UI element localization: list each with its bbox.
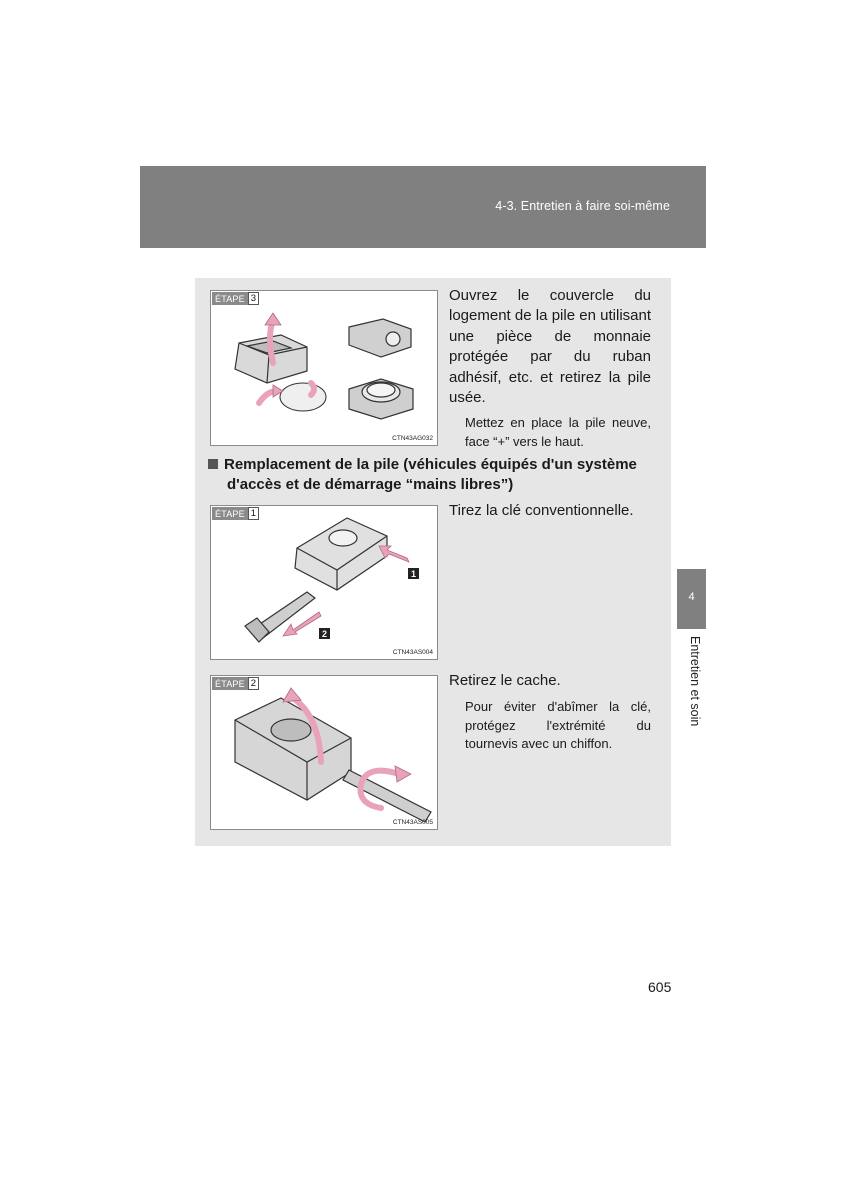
figure-code: CTN43AS004 <box>392 649 433 656</box>
bullet-square-icon <box>208 459 218 469</box>
figure-code: CTN43AS005 <box>392 819 433 826</box>
section-title: 4-3. Entretien à faire soi-même <box>495 199 670 213</box>
step-number: 2 <box>248 677 259 690</box>
step-word: ÉTAPE <box>212 292 248 305</box>
header-bar <box>140 166 706 248</box>
chapter-number: 4 <box>688 591 695 603</box>
step2-figure <box>210 675 438 830</box>
heading-line-2: d'accès et de démarrage “mains libres”) <box>227 476 514 494</box>
step3-instruction: Ouvrez le couvercle du logement de la pile en utilisant une pièce de monnaie protégée par du ruban adhésif, etc. et retirez la pile usée. <box>449 287 651 407</box>
chapter-label: Entretien et soin <box>688 636 702 727</box>
step1-instruction: Tirez la clé conventionnelle. <box>449 502 634 519</box>
step-word: ÉTAPE <box>212 507 248 520</box>
cover-removal-illustration <box>211 676 437 829</box>
figure-code: CTN43AG032 <box>392 435 433 442</box>
step3-note: Mettez en place la pile neuve, face “+” vers le haut. <box>465 415 651 449</box>
step2-note: Pour éviter d'abîmer la clé, protégez l'extrémité du tournevis avec un chiffon. <box>465 699 651 751</box>
step3-figure <box>210 290 438 446</box>
step-number: 3 <box>248 292 259 305</box>
chapter-tab <box>677 569 706 629</box>
battery-cover-illustration <box>211 291 437 445</box>
page-number: 605 <box>648 979 672 995</box>
step-word: ÉTAPE <box>212 677 248 690</box>
section-heading <box>208 455 651 496</box>
step2-instruction: Retirez le cache. <box>449 672 561 689</box>
callout-2: 2 <box>321 629 328 639</box>
heading-line-1: Remplacement de la pile (véhicules équipés d'un système <box>224 456 637 473</box>
step-number: 1 <box>248 507 259 520</box>
step1-figure <box>210 505 438 660</box>
callout-1: 1 <box>410 569 417 579</box>
key-removal-illustration <box>211 506 437 659</box>
